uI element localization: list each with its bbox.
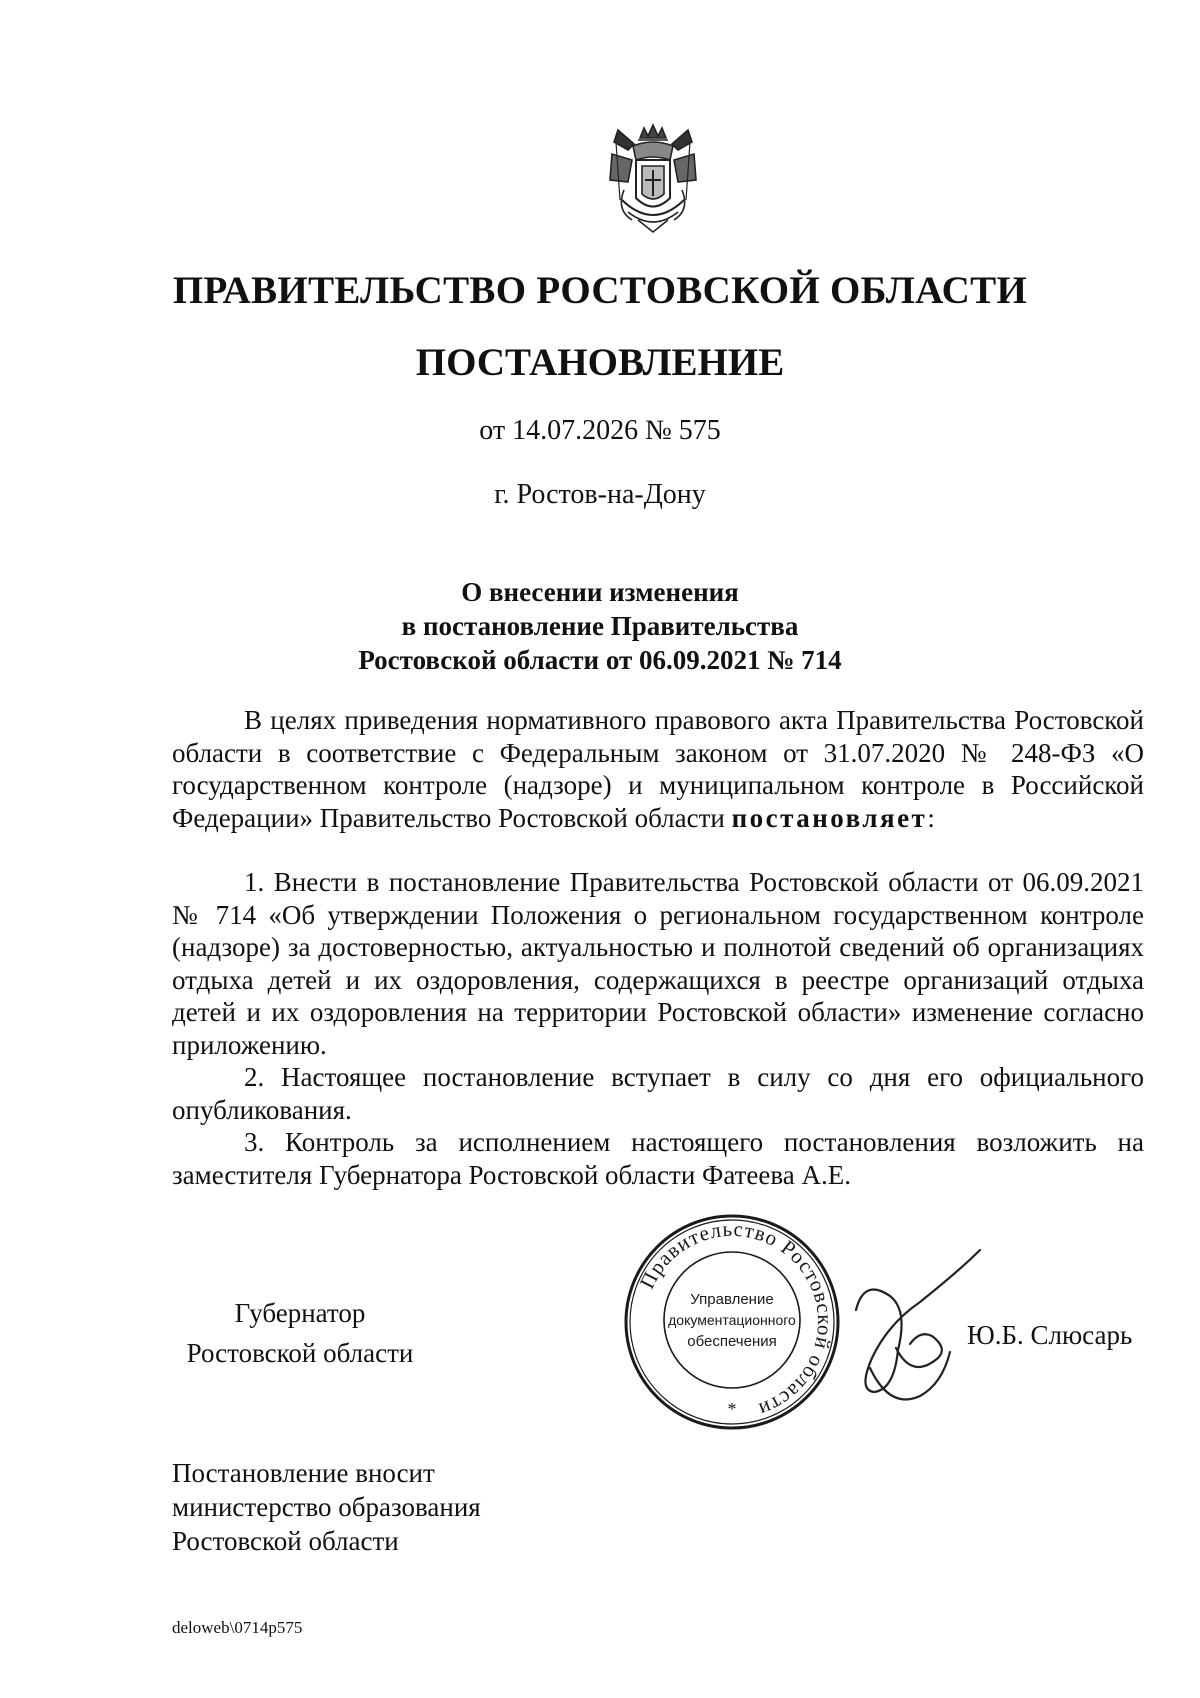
date-and-number: от 14.07.2026 № 575 <box>479 415 721 446</box>
signatory-title-line: Губернатор <box>234 1298 366 1328</box>
stamp-inner-line: документационного <box>668 1312 796 1328</box>
preamble-text: В целях приведения нормативного правового акта Правительства Ростовской области в соответствие с Федеральным законом от 31.07.2020 № 248-ФЗ «О государственном контроле (надзоре) и муниципальном контроле в Российской Федерации» Правительство Ростовской области <box>172 705 1144 833</box>
item-1-text: 1. Внести в постановление Правительства Ростовской области от 06.09.2021 № 714 «Об утверждении Положения о региональном государственном контроле (надзоре) за достоверностью, актуальностью и полнотой сведений об организациях отдыха детей и их оздоровления, содержащихся в реестре организаций отдыха детей и их оздоровления на территории Ростовской области» изменение согласно приложению. <box>172 867 1144 1060</box>
signer-name: Ю.Б. Слюсарь <box>967 1320 1133 1350</box>
submitted-by-line: Ростовской области <box>172 1526 399 1556</box>
item-2-text: 2. Настоящее постановление вступает в силу со дня его официального опубликования. <box>172 1062 1144 1125</box>
document-type: ПОСТАНОВЛЕНИЕ <box>415 341 785 384</box>
item-3-paragraph <box>172 1126 1144 1191</box>
stamp-inner-line: Управление <box>690 1291 774 1308</box>
item-2-paragraph <box>172 1061 1144 1126</box>
signatory-title <box>175 1293 425 1373</box>
subject-line: Ростовской области от 06.09.2021 № 714 <box>358 645 842 675</box>
submitted-by-line: министерство образования <box>172 1492 481 1522</box>
subject-line: О внесении изменения <box>461 577 739 607</box>
submitted-by-line: Постановление вносит <box>172 1458 435 1488</box>
document-subject <box>0 575 1200 677</box>
item-3-text: 3. Контроль за исполнением настоящего постановления возложить на заместителя Губернатора Ростовской области Фатеева А.Е. <box>172 1127 1144 1190</box>
stamp-star: * <box>727 1399 737 1419</box>
signatory-title-line: Ростовской области <box>186 1338 414 1368</box>
stamp-inner-line: обеспечения <box>687 1333 777 1350</box>
file-code: deloweb\0714p575 <box>172 1618 303 1637</box>
preamble-paragraph <box>172 704 1144 834</box>
coat-of-arms-icon <box>598 120 708 240</box>
preamble-end: : <box>927 802 935 833</box>
subject-line: в постановление Правительства <box>401 611 799 641</box>
decree-keyword: постановляет <box>731 802 928 833</box>
item-1-paragraph <box>172 866 1144 1061</box>
city: г. Ростов-на-Дону <box>494 479 706 510</box>
stamp-outer-text: Правительство Ростовской области <box>634 1216 838 1423</box>
submitted-by-block <box>172 1456 481 1558</box>
official-stamp <box>622 1212 842 1432</box>
organization-title: ПРАВИТЕЛЬСТВО РОСТОВСКОЙ ОБЛАСТИ <box>172 269 1028 312</box>
